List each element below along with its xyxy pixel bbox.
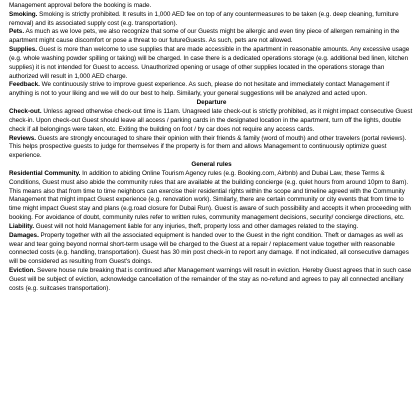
para-supplies: [9, 46, 414, 81]
para-pets-label: Pets.: [9, 28, 25, 36]
para-smoking: [9, 11, 414, 29]
para-smoking-label: Smoking.: [9, 10, 38, 18]
para-eviction: [9, 267, 414, 294]
para-liability: [9, 223, 414, 232]
section-general-rules: [9, 170, 414, 294]
para-commercial-activity: [9, 0, 414, 11]
para-damages: [9, 232, 414, 267]
para-eviction-text: Severe house rule breaking that is continued after Management warnings will result in eviction. Hereby Guest agrees that in such case Guest will be subject of eviction, acknowledge cancellation of the remainder of the stay as no-refund and agrees to pay all connected ancillary costs (e.g. suitcases transportation).: [9, 267, 412, 292]
para-eviction-label: Eviction.: [9, 267, 36, 275]
para-residential-community-label: Residential Community.: [9, 169, 81, 177]
para-damages-text: Property together with all the associated equipment is handed over to the Guest in the right condition. Theft or damages as well as wear and tear going beyond normal short-term usage will be charged to the Guest at a repair / replacement value together with reasonable connected costs (e.g. handling, transportation). Guest has 30 min post check-in to report any damage. If not indicated, all consecutive damages will be considered as resulting from Guest's doings.: [9, 231, 409, 266]
para-check-out: [9, 108, 414, 135]
para-residential-community-text: In addition to abiding Online Tourism Agency rules (e.g. Booking.com, Airbnb) and Dubai Law, these Terms & Conditions, Guest must also abide the community rules that are available at the building concierge (e.g. quiet hours from around 10pm to 8am). This means also that from time to time neighbors can exercise their residential rights within the scope and timeline agreed with the Community Management that might impact Guest experience (e.g. renovation work). Similarly, there are certain community or city events that from time to time might impact Guest stay and plans (e.g.road closure for Dubai Run). Guest is aware of such possibility and accepts it when proceeding with booking. For avoidance of doubt, community rules refer to written rules, community management decisions, security/ concierge directions, etc.: [9, 169, 411, 222]
para-feedback: [9, 81, 414, 99]
para-feedback-label: Feedback.: [9, 81, 40, 89]
para-check-out-label: Check-out.: [9, 107, 42, 115]
para-check-out-text: Unless agreed otherwise check-out time is 11am. Unagreed late check-out is strictly prohibited, as it might impact consecutive Guest check-in. Upon check-out Guest should leave all access / parking cards in the designated location in the apartment, turn off the lights, double check if all belongings were taken, etc. Exiting the building on foot / by car does not require any access cards.: [9, 107, 413, 133]
para-pets-text: As much as we love pets, we also recognize that some of our Guests might be allergic and even tiny piece of allergen remaining in the apartment might cause discomfort or pose a threat to our futureGuests. As such, pets are not allowed.: [9, 28, 400, 45]
para-reviews-text: Guests are strongly encouraged to share their opinion with their friends & family (word of mouth) and other travelers (portal reviews). This helps prospective guests to judge for themselves if the property is for them and allows Management to continuously optimize guest experience.: [9, 134, 407, 160]
para-supplies-text: Guest is more than welcome to use supplies that are made accessible in the apartment in reasonable amounts. Any excessive usage (e.g. whole washing powder spilling or taking) will be charged. In case there is a dedicated operations storage (e.g. additional bed linen, kitchen supplies) it is not intended for Guest to access. Unauthorized opening or usage of other supplies located in the operations storage than authorized will result in 1,000 AED charge.: [9, 46, 410, 80]
para-feedback-text: We continuously strive to improve guest experience. As such, please do not hesitate and immediately contact Management if anything is not to your liking and we will do our best to help. Similarly, your general suggestions will be analyzed and acted upon.: [9, 81, 390, 98]
para-pets: [9, 28, 414, 46]
para-damages-label: Damages.: [9, 231, 39, 239]
para-residential-community: [9, 170, 414, 223]
para-smoking-text: Smoking is strictly prohibited. It results in 1,000 AED fee on top of any countermeasures to be taken (e.g. deep cleaning, furniture removal) and its associated supply cost (e.g. transportation).: [9, 10, 399, 27]
para-supplies-label: Supplies.: [9, 46, 38, 54]
para-liability-text: Guest will not hold Management liable for any injuries, theft, property loss and other damages related to the staying.: [34, 222, 359, 230]
para-liability-label: Liability.: [9, 222, 35, 230]
para-reviews-label: Reviews.: [9, 134, 36, 142]
para-reviews: [9, 135, 414, 162]
heading-departure: Departure: [196, 99, 227, 107]
section-top: [9, 0, 414, 99]
heading-general-rules: General rules: [191, 161, 232, 169]
section-departure: [9, 108, 414, 161]
para-commercial-activity-text: Management approval before the booking is made.: [9, 1, 152, 9]
